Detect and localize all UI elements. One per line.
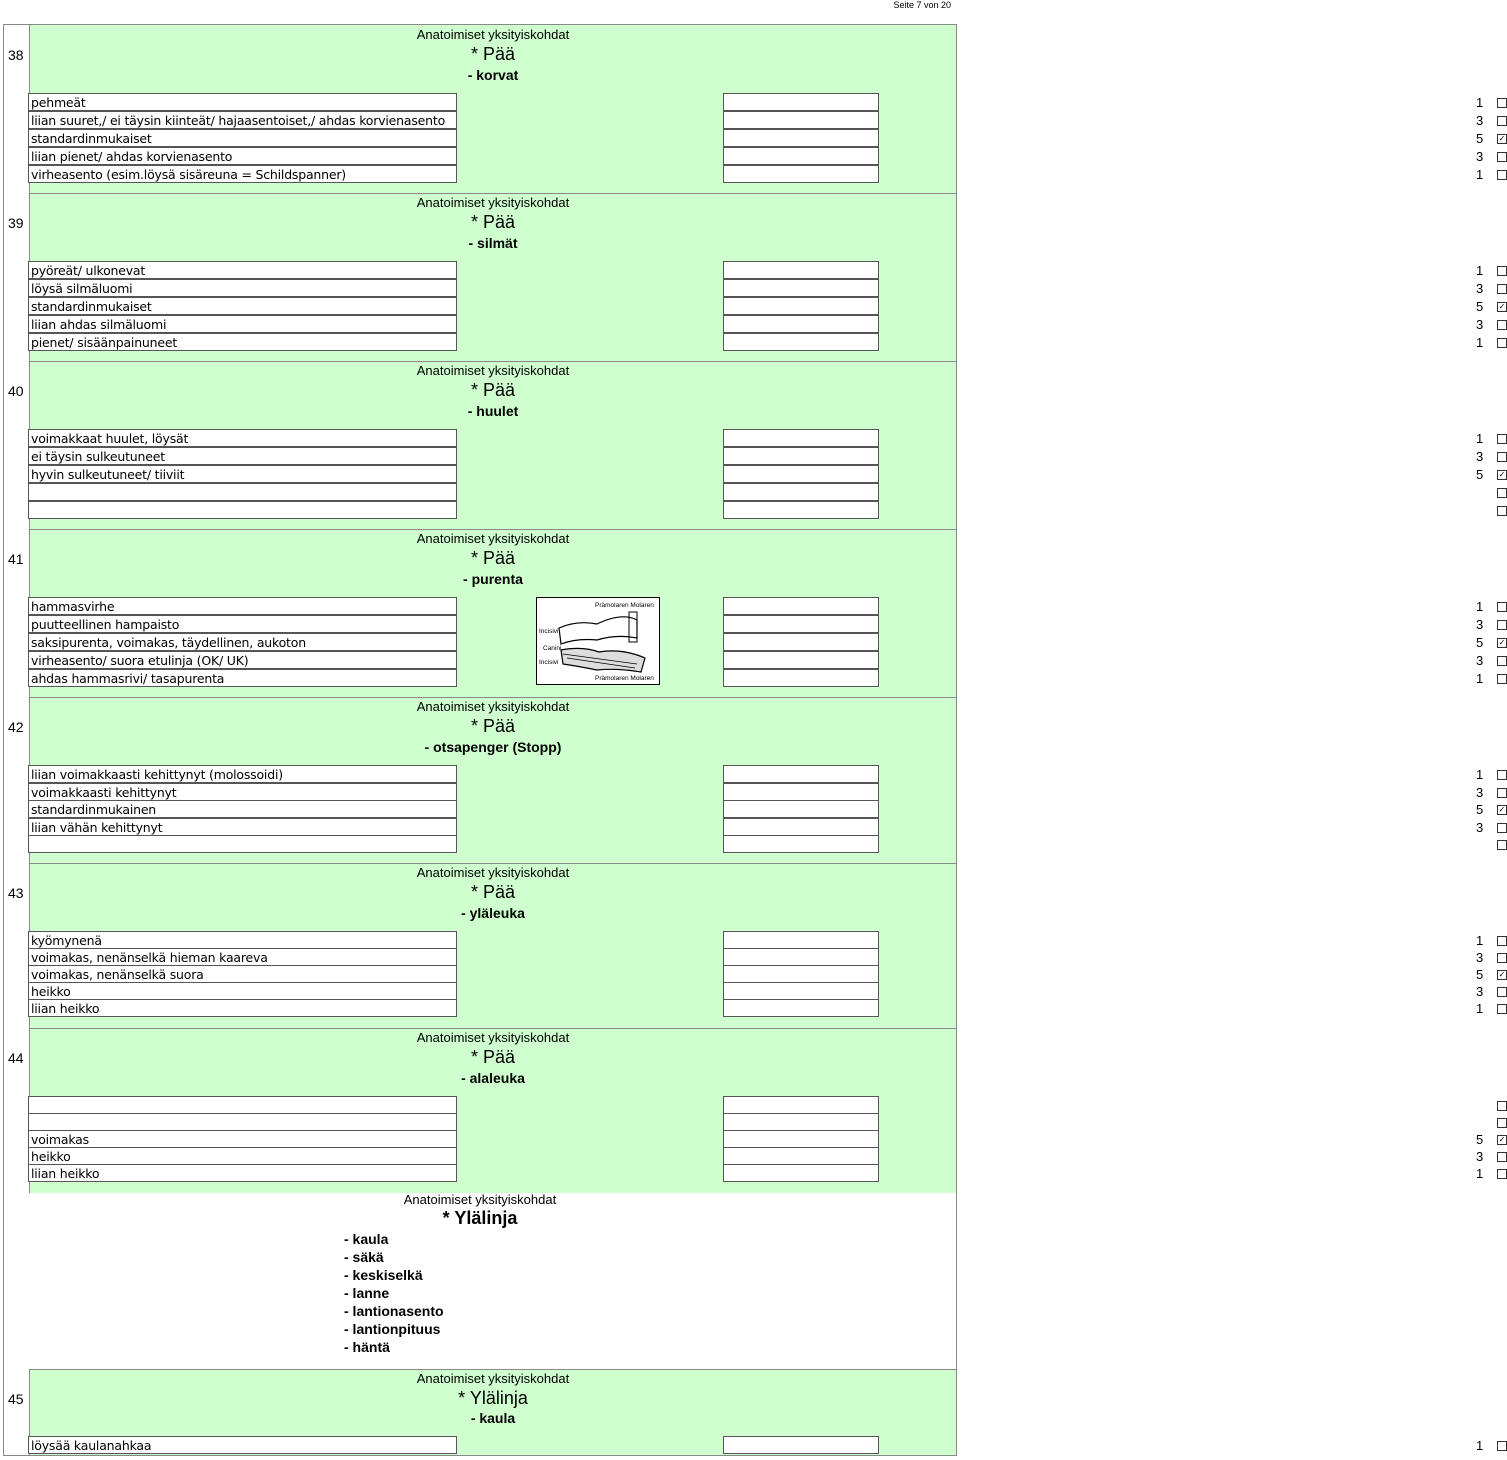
row-label-box [28, 800, 457, 818]
section-title: * Pää [470, 1047, 516, 1067]
row-label: liian pienet/ ahdas korvienasento [31, 149, 233, 164]
score-box [723, 447, 1484, 465]
row-label-box [28, 982, 457, 1000]
checkbox[interactable] [1497, 506, 1507, 516]
row-label: heikko [31, 984, 71, 999]
section-subtitle: Anatoimiset yksityiskohdat [416, 865, 570, 880]
score-box [723, 1164, 1484, 1182]
section-number [4, 1028, 30, 1193]
row-label-box [28, 1096, 457, 1114]
score-value: 3 [1476, 281, 1484, 296]
checkbox[interactable] [1497, 936, 1507, 946]
section-number [4, 697, 30, 863]
section-number [4, 1369, 30, 1455]
row-label-box [28, 818, 457, 836]
row-label: liian suuret,/ ei täysin kiinteät/ hajaasentoiset,/ ahdas korvienasento [31, 113, 446, 128]
checkbox[interactable] [1497, 1101, 1507, 1111]
row-label: voimakas [31, 1132, 89, 1147]
row-label: voimakas, nenänselkä suora [31, 967, 204, 982]
checkbox[interactable] [1497, 284, 1507, 294]
row-label-box [28, 447, 457, 465]
section-subtitle: Anatoimiset yksityiskohdat [416, 195, 570, 210]
section-subtitle: Anatoimiset yksityiskohdat [416, 531, 570, 546]
row-label-box [28, 965, 457, 983]
section-number-label: 43 [8, 885, 24, 901]
section-number-label: 39 [8, 215, 24, 231]
row-label-box [28, 93, 457, 111]
section-42 [4, 697, 1506, 864]
row-label: pyöreät/ ulkonevat [31, 263, 146, 278]
checkbox[interactable] [1497, 98, 1507, 108]
section-45 [4, 1369, 1484, 1455]
checkbox[interactable] [1497, 170, 1507, 180]
score-box [723, 147, 1484, 165]
checkbox[interactable] [1497, 823, 1507, 833]
summary-item: - säkä [344, 1249, 384, 1265]
row-label-box [28, 261, 457, 279]
checkbox[interactable] [1497, 656, 1507, 666]
row-label: liian ahdas silmäluomi [31, 317, 167, 332]
score-value: 3 [1476, 113, 1484, 128]
row-label: liian vähän kehittynyt [31, 819, 163, 835]
score-value: 1 [1476, 671, 1484, 686]
checked-checkbox[interactable]: ✓ [1498, 638, 1506, 647]
section-number-label: 44 [8, 1050, 24, 1066]
section-number-label: 42 [8, 719, 24, 735]
section-title: * Pää [470, 44, 516, 64]
row-label: heikko [31, 1149, 71, 1164]
section-44 [4, 1028, 1506, 1194]
score-value: 3 [1476, 449, 1484, 464]
section-39 [4, 193, 1506, 362]
row-label: hammasvirhe [31, 599, 115, 614]
row-label-box [28, 333, 457, 351]
section-subtitle: Anatoimiset yksityiskohdat [416, 27, 570, 42]
score-box [723, 1436, 1484, 1454]
checkbox[interactable] [1497, 1169, 1507, 1179]
section-title: * Pää [470, 548, 516, 568]
row-label-box [28, 501, 457, 519]
score-box [723, 129, 1506, 147]
score-box [723, 800, 1506, 818]
section-topic: - kaula [470, 1410, 516, 1426]
score-value: 3 [1476, 1149, 1484, 1164]
row-label: virheasento/ suora etulinja (OK/ UK) [31, 653, 249, 668]
row-label-box [28, 1113, 457, 1131]
row-label-box [28, 1130, 457, 1148]
row-label: standardinmukaiset [31, 131, 152, 146]
section-number [4, 193, 30, 361]
row-label-box [28, 651, 457, 669]
score-box [723, 982, 1484, 1000]
score-value: 5 [1476, 299, 1484, 314]
row-label: liian voimakkaasti kehittynyt (molossoidi) [31, 767, 283, 782]
row-label-box [28, 483, 457, 501]
summary-block [4, 1193, 956, 1370]
score-box [723, 965, 1506, 983]
teeth-diagram [537, 598, 659, 684]
checkbox[interactable] [1497, 620, 1507, 630]
score-box [723, 165, 1484, 183]
section-topic: - purenta [463, 571, 523, 587]
score-value: 5 [1476, 967, 1484, 982]
row-label-box [28, 765, 457, 783]
row-label: liian heikko [31, 1001, 100, 1016]
score-value: 1 [1476, 1166, 1484, 1181]
row-label-box [28, 783, 457, 801]
checkbox[interactable] [1497, 320, 1507, 330]
score-box [723, 818, 1484, 836]
dental-diagram-image [536, 597, 660, 685]
score-value: 1 [1476, 1438, 1484, 1453]
score-box [723, 597, 1484, 615]
score-box [723, 501, 879, 519]
score-value: 3 [1476, 149, 1484, 164]
summary-item: - lanne [344, 1285, 390, 1301]
score-value: 3 [1476, 784, 1484, 800]
checkbox[interactable] [1497, 674, 1507, 684]
diagram-label: Incisivi [539, 628, 559, 635]
row-label: löysää kaulanahkaa [31, 1438, 152, 1453]
row-label-box [28, 129, 457, 147]
section-title: * Pää [470, 212, 516, 232]
diagram-label: Prämolaren Molaren [595, 675, 654, 682]
section-number [4, 361, 30, 529]
score-box [723, 651, 1484, 669]
section-41 [4, 529, 1506, 698]
summary-item: - keskiselkä [344, 1267, 423, 1283]
section-topic: - korvat [467, 67, 519, 83]
score-value: 5 [1476, 467, 1484, 482]
summary-item: - lantionpituus [344, 1321, 441, 1337]
score-value: 3 [1476, 317, 1484, 332]
checked-checkbox[interactable]: ✓ [1498, 470, 1506, 479]
score-value: 1 [1476, 95, 1484, 110]
row-label: hyvin sulkeutuneet/ tiiviit [31, 467, 185, 482]
summary-item: - häntä [344, 1339, 390, 1355]
row-label: voimakas, nenänselkä hieman kaareva [31, 950, 268, 965]
row-label: voimakkaasti kehittynyt [31, 784, 177, 800]
row-label-box [28, 633, 457, 651]
section-topic: - alaleuka [461, 1070, 525, 1086]
checkbox[interactable] [1497, 770, 1507, 780]
section-number [4, 25, 30, 193]
score-value: 5 [1476, 131, 1484, 146]
row-label-box [28, 297, 457, 315]
section-number [4, 863, 30, 1028]
section-subtitle: Anatoimiset yksityiskohdat [416, 1030, 570, 1045]
section-38 [4, 25, 1506, 194]
checkbox[interactable] [1497, 840, 1507, 850]
score-box [723, 333, 1484, 351]
section-40 [4, 361, 1506, 530]
checkbox[interactable] [1497, 1004, 1507, 1014]
score-box [723, 315, 1484, 333]
row-label-box [28, 835, 457, 853]
score-box [723, 111, 1484, 129]
checkbox[interactable] [1497, 452, 1507, 462]
score-box [723, 1147, 1484, 1165]
score-box [723, 633, 1506, 651]
score-value: 1 [1476, 263, 1484, 278]
section-title: * Ylälinja [458, 1388, 528, 1408]
row-label-box [28, 1164, 457, 1182]
score-value: 1 [1476, 335, 1484, 350]
checkbox[interactable] [1497, 152, 1507, 162]
row-label-box [28, 465, 457, 483]
score-value: 3 [1476, 819, 1484, 835]
checkbox[interactable] [1497, 434, 1507, 444]
diagram-label: Prämolaren Molaren [595, 602, 654, 609]
checked-checkbox[interactable]: ✓ [1498, 805, 1506, 814]
row-label: kyömynenä [31, 933, 102, 948]
section-title: * Pää [470, 882, 516, 902]
score-value: 5 [1476, 635, 1484, 650]
row-label: ei täysin sulkeutuneet [31, 449, 165, 464]
section-subtitle: Anatoimiset yksityiskohdat [416, 699, 570, 714]
section-topic: - otsapenger (Stopp) [424, 739, 562, 755]
section-number-label: 41 [8, 551, 24, 567]
score-value: 3 [1476, 653, 1484, 668]
row-label-box [28, 597, 457, 615]
row-label: virheasento (esim.löysä sisäreuna = Schildspanner) [31, 167, 346, 182]
score-box [723, 1130, 1506, 1148]
checkbox[interactable] [1497, 266, 1507, 276]
section-number-label: 40 [8, 383, 24, 399]
row-label-box [28, 165, 457, 183]
row-label-box [28, 429, 457, 447]
row-label: pehmeät [31, 95, 86, 110]
score-value: 1 [1476, 599, 1484, 614]
score-box [723, 948, 1484, 966]
summary-title: * Ylälinja [442, 1208, 518, 1228]
score-box [723, 835, 879, 853]
checkbox[interactable] [1497, 788, 1507, 798]
score-box [723, 1113, 879, 1131]
score-box [723, 669, 1484, 687]
section-topic: - silmät [468, 235, 518, 251]
summary-item: - lantionasento [344, 1303, 444, 1319]
section-subtitle: Anatoimiset yksityiskohdat [416, 363, 570, 378]
row-label: ahdas hammasrivi/ tasapurenta [31, 671, 225, 686]
row-label-box [28, 931, 457, 949]
row-label: voimakkaat huulet, löysät [31, 431, 189, 446]
section-number-label: 45 [8, 1391, 24, 1407]
checkbox[interactable] [1497, 602, 1507, 612]
checkbox[interactable] [1497, 1152, 1507, 1162]
row-label-box [28, 111, 457, 129]
score-box [723, 93, 1484, 111]
checked-checkbox[interactable]: ✓ [1498, 134, 1506, 143]
checked-checkbox[interactable]: ✓ [1498, 970, 1506, 979]
checkbox[interactable] [1497, 1118, 1507, 1128]
checkbox[interactable] [1497, 116, 1507, 126]
section-number-label: 38 [8, 47, 24, 63]
score-value: 1 [1476, 767, 1484, 782]
form-frame [3, 24, 1506, 1456]
diagram-label: Canini [543, 645, 562, 652]
score-box [723, 931, 1484, 949]
summary-item: - kaula [344, 1231, 389, 1247]
score-value: 3 [1476, 950, 1484, 965]
checkbox[interactable] [1497, 987, 1507, 997]
score-box [723, 1096, 879, 1114]
score-value: 1 [1476, 933, 1484, 948]
section-subtitle: Anatoimiset yksityiskohdat [416, 1371, 570, 1386]
score-box [723, 483, 879, 501]
section-topic: - huulet [467, 403, 519, 419]
row-label: saksipurenta, voimakas, täydellinen, aukoton [31, 635, 306, 650]
score-value: 3 [1476, 617, 1484, 632]
page-number: Seite 7 von 20 [893, 0, 951, 10]
score-box [723, 261, 1484, 279]
row-label: löysä silmäluomi [31, 281, 133, 296]
row-label-box [28, 315, 457, 333]
checked-checkbox[interactable]: ✓ [1498, 1135, 1506, 1144]
diagram-label: Incisivi [539, 659, 559, 666]
score-box [723, 783, 1484, 801]
checked-checkbox[interactable]: ✓ [1498, 302, 1506, 311]
row-label-box [28, 147, 457, 165]
checkbox[interactable] [1497, 1441, 1507, 1451]
score-value: 5 [1476, 802, 1484, 817]
score-value: 1 [1476, 1001, 1484, 1016]
score-value: 3 [1476, 984, 1484, 999]
score-box [723, 279, 1484, 297]
row-label-box [28, 1436, 457, 1454]
section-title: * Pää [470, 380, 516, 400]
row-label-box [28, 669, 457, 687]
section-43 [4, 863, 1506, 1029]
section-topic: - yläleuka [461, 905, 525, 921]
score-box [723, 999, 1484, 1017]
checkbox[interactable] [1497, 488, 1507, 498]
row-label-box [28, 948, 457, 966]
row-label: standardinmukainen [31, 802, 157, 817]
score-box [723, 765, 1484, 783]
row-label-box [28, 1147, 457, 1165]
section-number [4, 529, 30, 697]
summary-subtitle: Anatoimiset yksityiskohdat [403, 1192, 557, 1207]
section-title: * Pää [470, 716, 516, 736]
checkbox[interactable] [1497, 338, 1507, 348]
score-box [723, 465, 1506, 483]
score-box [723, 615, 1484, 633]
row-label-box [28, 279, 457, 297]
row-label: liian heikko [31, 1166, 100, 1181]
score-box [723, 297, 1506, 315]
row-label: puutteellinen hampaisto [31, 617, 180, 632]
row-label: pienet/ sisäänpainuneet [31, 335, 178, 350]
score-value: 1 [1476, 167, 1484, 182]
score-value: 1 [1476, 431, 1484, 446]
checkbox[interactable] [1497, 953, 1507, 963]
row-label-box [28, 999, 457, 1017]
score-box [723, 429, 1484, 447]
score-value: 5 [1476, 1132, 1484, 1147]
row-label-box [28, 615, 457, 633]
row-label: standardinmukaiset [31, 299, 152, 314]
